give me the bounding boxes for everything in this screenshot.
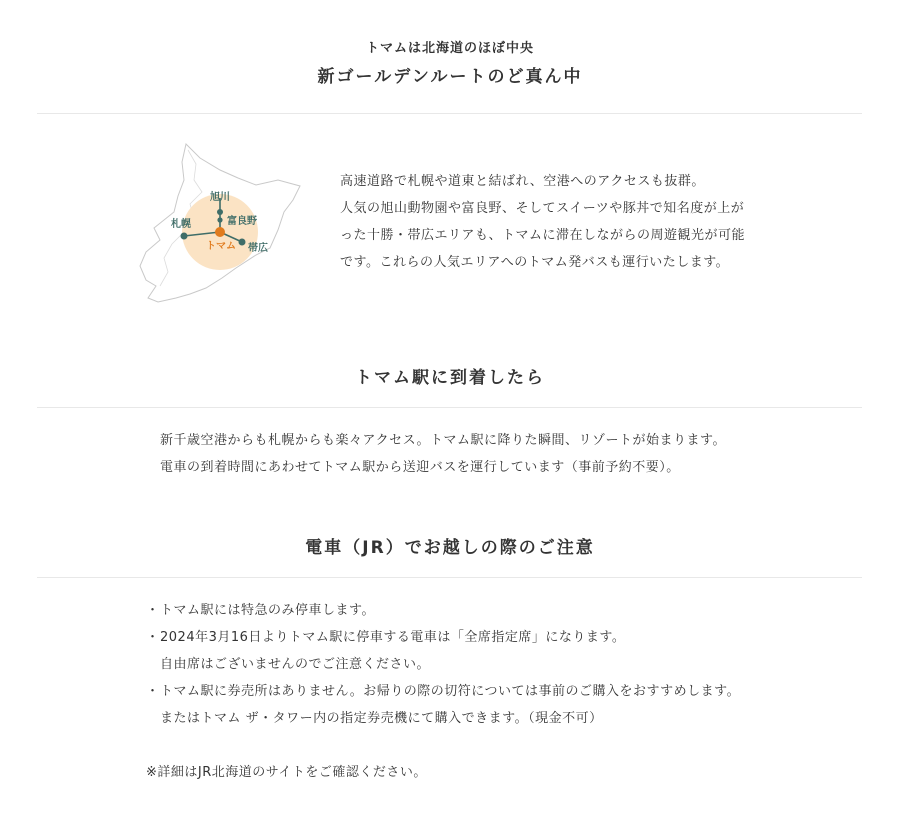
intro-text	[340, 168, 745, 276]
tomamu-dot	[215, 227, 225, 237]
arrival-text	[160, 427, 726, 481]
list-item	[146, 624, 740, 678]
label-obihiro: 帯広	[248, 243, 268, 254]
label-asahikawa: 旭川	[210, 192, 230, 203]
jr-footnote: ※詳細はJR北海道のサイトをご確認ください。	[146, 765, 427, 780]
intro-title: 新ゴールデンルートのど真ん中	[317, 67, 583, 87]
intro-text-line: 人気の旭山動物園や富良野、そしてスイーツや豚丼で知名度が上が	[340, 201, 745, 216]
note-text: 2024年3月16日よりトマム駅に停車する電車は「全席指定席」になります。	[160, 630, 626, 645]
furano-dot	[217, 217, 222, 222]
label-furano: 富良野	[227, 216, 257, 227]
bullet: ・	[146, 630, 160, 645]
list-item	[146, 597, 740, 624]
note-text: トマム駅には特急のみ停車します。	[160, 603, 375, 618]
arrival-text-line: 新千歳空港からも札幌からも楽々アクセス。トマム駅に降りた瞬間、リゾートが始まります。	[160, 433, 726, 448]
intro-subtitle: トマムは北海道のほぼ中央	[365, 41, 534, 56]
label-sapporo: 札幌	[171, 219, 191, 230]
note-continuation: またはトマム ザ・タワー内の指定券売機にて購入できます。（現金不可）	[160, 711, 603, 726]
bullet: ・	[146, 684, 160, 699]
note-continuation: 自由席はございませんのでご注意ください。	[160, 657, 431, 672]
label-tomamu: トマム	[206, 241, 236, 252]
bullet: ・	[146, 603, 160, 618]
hokkaido-map	[138, 140, 303, 305]
asahikawa-dot	[217, 209, 223, 215]
intro-text-line: った十勝・帯広エリアも、トマムに滞在しながらの周遊観光が可能	[340, 228, 746, 243]
divider	[37, 407, 862, 408]
arrival-title: トマム駅に到着したら	[355, 368, 545, 388]
intro-text-line: です。これらの人気エリアへのトマム発バスも運行いたします。	[340, 255, 730, 270]
divider	[37, 113, 862, 114]
divider	[37, 577, 862, 578]
intro-text-line: 高速道路で札幌や道東と結ばれ、空港へのアクセスも抜群。	[340, 174, 705, 189]
arrival-text-line: 電車の到着時間にあわせてトマム駅から送迎バスを運行しています（事前予約不要）。	[160, 460, 680, 475]
obihiro-dot	[239, 239, 246, 246]
jr-notes-list	[146, 597, 740, 732]
list-item	[146, 678, 740, 732]
jr-title: 電車（JR）でお越しの際のご注意	[305, 538, 595, 558]
note-text: トマム駅に券売所はありません。お帰りの際の切符については事前のご購入をおすすめします。	[160, 684, 741, 699]
sapporo-dot	[181, 233, 188, 240]
